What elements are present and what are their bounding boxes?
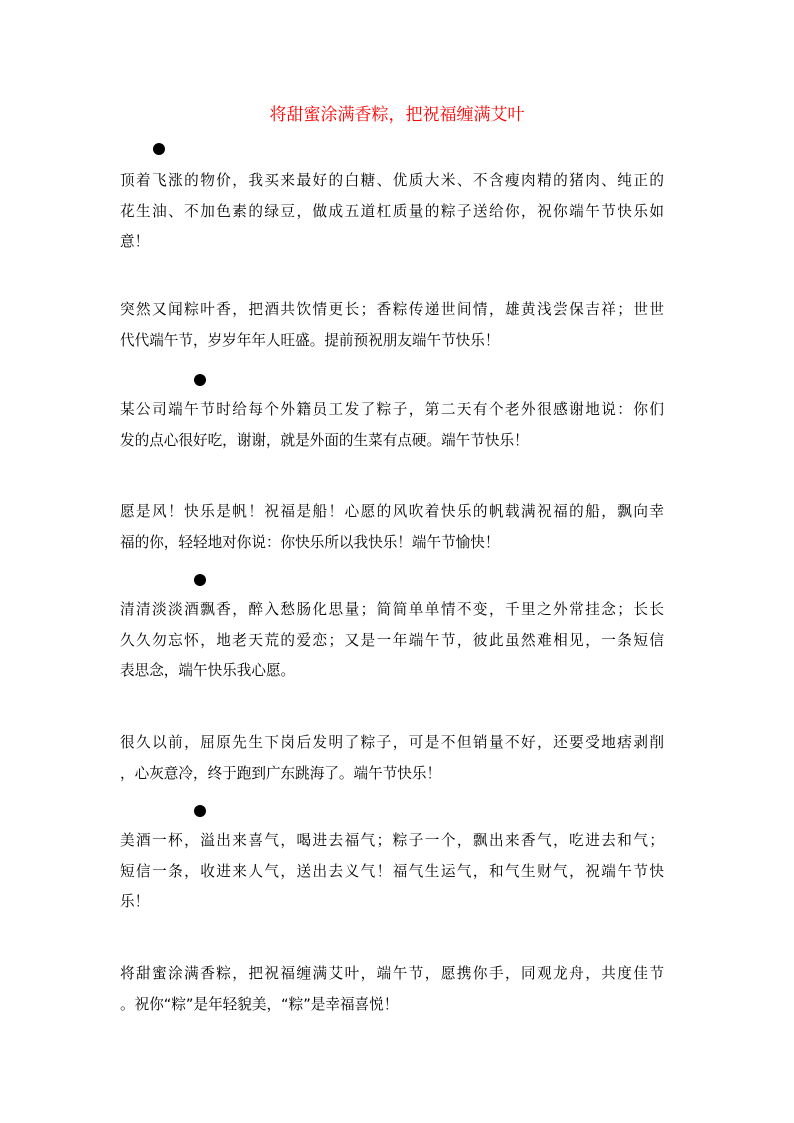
paragraph-3	[120, 395, 664, 456]
paragraph-line: 将甜蜜涂满香粽，把祝福缠满艾叶，端午节，愿携你手，同观龙舟，共度佳节	[120, 965, 664, 982]
paragraph-line: 福的你，轻轻地对你说：你快乐所以我快乐！端午节愉快！	[120, 533, 500, 551]
paragraph-line: 很久以前，屈原先生下岗后发明了粽子，可是不但销量不好，还要受地痞剥削	[120, 734, 664, 751]
bullet-marker	[153, 143, 165, 155]
paragraph-5	[120, 595, 664, 687]
page-title: 将甜蜜涂满香粽，把祝福缠满艾叶	[269, 105, 525, 125]
paragraph-line: 美酒一杯，溢出来喜气，喝进去福气；粽子一个，飘出来香气，吃进去和气；	[120, 832, 664, 849]
paragraph-line: 花生油、不加色素的绿豆，做成五道杠质量的粽子送给你，祝你端午节快乐如	[120, 202, 664, 220]
bullet-marker	[194, 374, 206, 386]
paragraph-7	[120, 826, 664, 918]
paragraph-line: ，心灰意冷，终于跑到广东跳海了。端午节快乐！	[120, 764, 442, 782]
paragraph-line: 某公司端午节时给每个外籍员工发了粽子，第二天有个老外很感谢地说：你们	[120, 401, 664, 418]
paragraph-line: 顶着飞涨的物价，我买来最好的白糖、优质大米、不含瘦肉精的猪肉、纯正的	[120, 172, 664, 189]
paragraph-line: 短信一条，收进来人气，送出去义气！福气生运气，和气生财气，祝端午节快	[120, 862, 664, 880]
paragraph-2	[120, 295, 664, 356]
bullet-marker	[194, 805, 206, 817]
paragraph-4	[120, 497, 664, 558]
paragraph-line: 意！	[120, 233, 150, 250]
paragraph-line: 。祝你“粽”是年轻貌美，“粽”是幸福喜悦！	[120, 995, 399, 1013]
paragraph-line: 突然又闻粽叶香，把酒共饮情更长；香粽传递世间情，雄黄浅尝保吉祥；世世	[120, 301, 664, 318]
paragraph-line: 乐！	[120, 893, 150, 910]
paragraph-line: 代代端午节，岁岁年年人旺盛。提前预祝朋友端午节快乐！	[120, 331, 500, 349]
paragraph-line: 发的点心很好吃，谢谢，就是外面的生菜有点硬。端午节快乐！	[120, 431, 529, 449]
paragraph-line: 清清淡淡酒飘香，醉入愁肠化思量；简简单单情不变，千里之外常挂念；长长	[120, 601, 664, 618]
paragraph-6	[120, 728, 664, 789]
paragraph-line: 愿是风！快乐是帆！祝福是船！心愿的风吹着快乐的帆载满祝福的船，飘向幸	[120, 503, 664, 520]
paragraph-line: 久久勿忘怀，地老天荒的爱恋；又是一年端午节，彼此虽然难相见，一条短信	[120, 631, 664, 649]
paragraph-line: 表思念，端午快乐我心愿。	[120, 662, 296, 679]
paragraph-8	[120, 959, 664, 1020]
bullet-marker	[194, 574, 206, 586]
paragraph-1	[120, 166, 664, 258]
